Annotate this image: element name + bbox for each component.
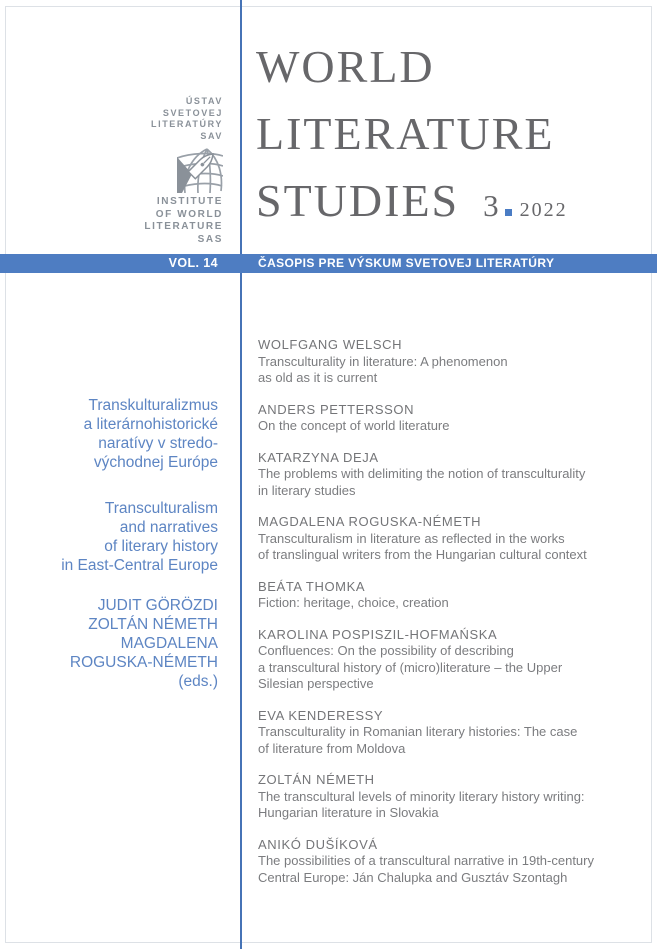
issue-info — [483, 172, 568, 244]
theme-sk-line: Transkulturalizmus — [88, 397, 218, 414]
theme-sk-line: a literárnohistorické — [83, 416, 218, 433]
editor-name: MAGDALENA — [120, 635, 218, 652]
toc-author: ANIKÓ DUŠÍKOVÁ — [258, 836, 378, 852]
toc-title-line: in literary studies — [258, 482, 356, 498]
toc-entry — [258, 772, 650, 822]
toc-entry — [258, 450, 650, 500]
publisher-name-sk-line: ÚSTAV — [185, 96, 223, 106]
editor-name: JUDIT GÖRÖZDI — [97, 597, 218, 614]
toc-title-line: The possibilities of a transcultural narrative in 19th-century — [258, 853, 594, 868]
toc-author: WOLFGANG WELSCH — [258, 337, 403, 352]
volume-band — [0, 254, 657, 273]
publisher-name-en-line: SAS — [197, 233, 223, 245]
toc-entry — [258, 514, 650, 564]
toc-entry — [258, 579, 650, 612]
toc-author: KATARZYNA DEJA — [258, 449, 379, 465]
journal-title-line: LITERATURE — [256, 108, 555, 159]
theme-en-line: of literary history — [104, 538, 218, 555]
toc-title-line: Silesian perspective — [258, 676, 374, 691]
toc-title-line: Central Europe: Ján Chalupka and Gusztáv Szontagh — [258, 869, 568, 885]
publisher-name-sk-line: LITERATÚRY — [151, 119, 223, 129]
toc-title-line: The problems with delimiting the notion of transculturality — [258, 466, 586, 481]
issue-dot-square — [505, 209, 512, 216]
journal-title-line: WORLD — [256, 41, 435, 92]
publisher-name-sk-line: SVETOVEJ — [162, 107, 223, 118]
toc-author: ZOLTÁN NÉMETH — [258, 772, 375, 787]
toc-title-line: of literature from Moldova — [258, 740, 406, 756]
toc-title-line: Transculturality in Romanian literary histories: The case — [258, 724, 578, 739]
eds-label: (eds.) — [178, 673, 218, 690]
toc-title-line: Fiction: heritage, choice, creation — [258, 595, 449, 610]
toc-entry — [258, 708, 650, 758]
theme-en-line: Transculturalism — [104, 500, 218, 517]
toc-entry — [258, 402, 650, 435]
theme-sk-line: naratívy v stredo- — [98, 435, 218, 452]
globe-pen-icon — [177, 147, 223, 193]
table-of-contents — [258, 337, 650, 901]
toc-entry — [258, 627, 650, 693]
toc-entry — [258, 837, 650, 887]
toc-title-line: as old as it is current — [258, 370, 378, 385]
editor-name: ROGUSKA-NÉMETH — [69, 654, 218, 671]
toc-entry — [258, 337, 650, 387]
journal-subtitle: ČASOPIS PRE VÝSKUM SVETOVEJ LITERATÚRY — [258, 256, 555, 270]
issue-year: 2022 — [519, 199, 568, 221]
publisher-name-en-line: LITERATURE — [144, 221, 223, 232]
toc-author: EVA KENDERESSY — [258, 707, 384, 723]
toc-title-line: Transculturality in literature: A phenomenon — [258, 353, 508, 369]
toc-author: KAROLINA POSPISZIL-HOFMAŃSKA — [258, 626, 498, 642]
toc-title-line: Hungarian literature in Slovakia — [258, 805, 439, 820]
theme-editors — [15, 596, 218, 691]
editor-name: ZOLTÁN NÉMETH — [88, 616, 218, 633]
toc-title-line: Transculturalism in literature as reflected in the works — [258, 530, 565, 546]
publisher-name-sk-line: SAV — [200, 130, 223, 141]
toc-author: BEÁTA THOMKA — [258, 578, 366, 594]
journal-title-line-with-issue — [256, 167, 568, 244]
publisher-name-en-line: OF WORLD — [155, 208, 223, 220]
publisher-name-en-line: INSTITUTE — [156, 196, 223, 207]
issue-theme — [15, 396, 218, 691]
theme-en-line: and narratives — [119, 519, 218, 536]
issue-number: 3 — [483, 188, 499, 223]
volume-label: VOL. 14 — [168, 256, 218, 270]
toc-title-line: of translingual writers from the Hungarian cultural context — [258, 547, 587, 562]
journal-title — [256, 33, 568, 244]
theme-title-slovak — [15, 396, 218, 472]
journal-title-line: STUDIES — [256, 175, 460, 226]
toc-author: MAGDALENA ROGUSKA-NÉMETH — [258, 514, 482, 529]
toc-author: ANDERS PETTERSSON — [258, 401, 415, 417]
vertical-divider-line — [240, 0, 242, 949]
publisher-logo — [144, 96, 223, 246]
toc-title-line: Confluences: On the possibility of describing — [258, 643, 514, 658]
theme-title-english — [15, 499, 218, 575]
theme-sk-line: východnej Európe — [93, 454, 218, 471]
toc-title-line: a transcultural history of (micro)literature – the Upper — [258, 659, 563, 675]
toc-title-line: The transcultural levels of minority literary history writing: — [258, 788, 585, 804]
toc-title-line: On the concept of world literature — [258, 418, 450, 433]
theme-en-line: in East-Central Europe — [61, 557, 218, 574]
